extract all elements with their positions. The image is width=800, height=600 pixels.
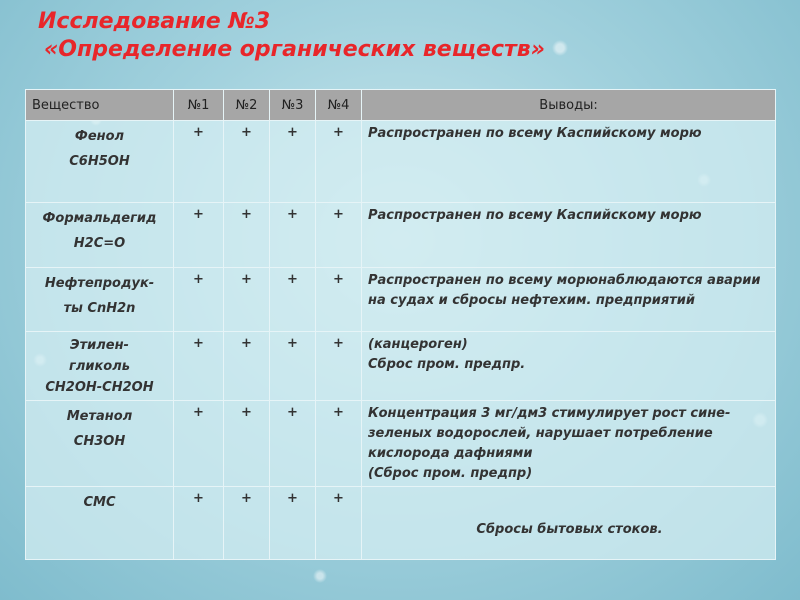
conclusion-cell — [362, 332, 776, 401]
mark-cell: + — [270, 401, 316, 487]
header-substance: Вещество — [26, 90, 174, 121]
table-row — [26, 121, 776, 203]
mark-cell: + — [224, 121, 270, 203]
conclusion-cell: Распространен по всему Каспийскому морю — [362, 121, 776, 203]
mark-cell: + — [316, 203, 362, 268]
substance-cell — [26, 401, 174, 487]
substance-name: Этилен- — [70, 338, 129, 353]
header-conclusions: Выводы: — [362, 90, 776, 121]
header-n1: №1 — [174, 90, 224, 121]
mark-cell: + — [224, 203, 270, 268]
mark-cell: + — [224, 268, 270, 332]
header-n4: №4 — [316, 90, 362, 121]
mark-cell: + — [224, 487, 270, 560]
substance-formula: ты CnH2n — [63, 301, 136, 316]
mark-cell: + — [270, 203, 316, 268]
substance-formula: H2C=O — [73, 236, 126, 251]
mark-cell: + — [316, 332, 362, 401]
mark-cell: + — [174, 401, 224, 487]
substance-cell — [26, 121, 174, 203]
substance-cell — [26, 487, 174, 560]
table-row — [26, 203, 776, 268]
conclusion-line: Концентрация 3 мг/дм3 стимулирует рост сине-зеленых водорослей, нарушает потребление кислорода дафниями — [368, 406, 731, 461]
slide-title — [38, 8, 545, 64]
header-n3: №3 — [270, 90, 316, 121]
substance-cell — [26, 268, 174, 332]
header-n2: №2 — [224, 90, 270, 121]
table-row — [26, 487, 776, 560]
table-row — [26, 332, 776, 401]
conclusion-line-2: Сброс пром. предпр. — [368, 357, 526, 372]
substance-cell — [26, 203, 174, 268]
substance-name: Фенол — [74, 129, 125, 144]
conclusion-cell: Распространен по всему морюнаблюдаются аварии на судах и сбросы нефтехим. предприятий — [362, 268, 776, 332]
substance-cell — [26, 332, 174, 401]
mark-cell: + — [270, 332, 316, 401]
mark-cell: + — [174, 121, 224, 203]
substance-formula: C6H5OH — [69, 154, 130, 169]
substance-name: Метанол — [66, 409, 133, 424]
mark-cell: + — [174, 268, 224, 332]
substance-name-2: гликоль — [69, 359, 130, 374]
conclusion-cell — [362, 401, 776, 487]
table-header-row — [26, 90, 776, 121]
substance-formula: CH3OH — [73, 434, 126, 449]
mark-cell: + — [224, 401, 270, 487]
title-line-2: «Определение органических веществ» — [44, 37, 545, 62]
substance-formula: CH2OH-CH2OH — [45, 380, 154, 395]
mark-cell: + — [316, 401, 362, 487]
conclusion-cell: Распространен по всему Каспийскому морю — [362, 203, 776, 268]
mark-cell: + — [316, 268, 362, 332]
title-line-1: Исследование №3 — [38, 9, 271, 34]
substance-name: Нефтепродук- — [44, 276, 155, 291]
conclusion-line-2: (Сброс пром. предпр) — [368, 466, 533, 481]
mark-cell: + — [174, 487, 224, 560]
mark-cell: + — [316, 121, 362, 203]
substance-name: СМС — [83, 495, 116, 510]
conclusion-cell: Сбросы бытовых стоков. — [362, 487, 776, 560]
substance-name: Формальдегид — [42, 211, 157, 226]
results-table — [25, 89, 776, 560]
mark-cell: + — [224, 332, 270, 401]
table-row — [26, 401, 776, 487]
mark-cell: + — [316, 487, 362, 560]
mark-cell: + — [174, 332, 224, 401]
mark-cell: + — [270, 268, 316, 332]
mark-cell: + — [174, 203, 224, 268]
conclusion-line: (канцероген) — [368, 337, 468, 352]
mark-cell: + — [270, 487, 316, 560]
mark-cell: + — [270, 121, 316, 203]
table-row — [26, 268, 776, 332]
